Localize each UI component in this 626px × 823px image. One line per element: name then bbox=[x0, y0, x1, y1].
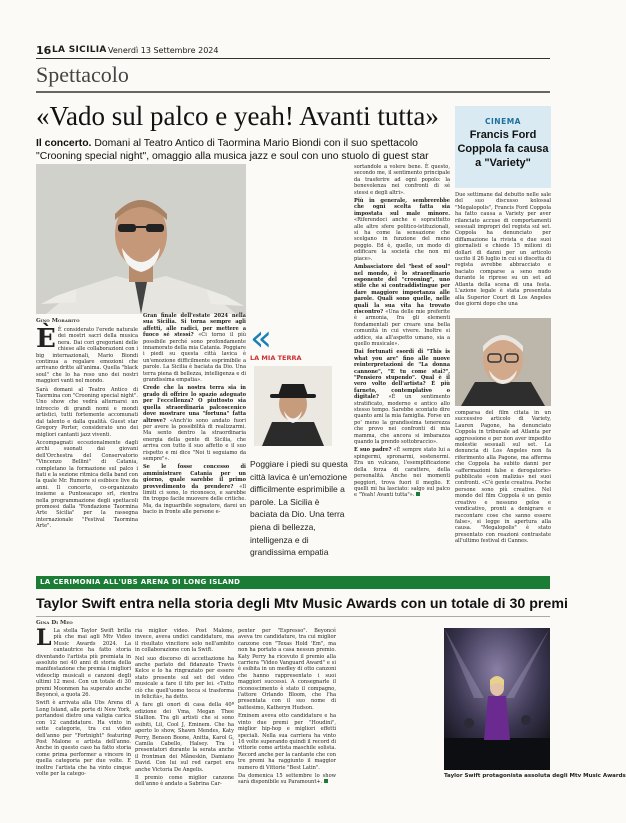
main-byline: Gino Morabito bbox=[36, 318, 80, 324]
photo-caption: Taylor Swift protagonista assoluta degli Mtv Music Awards bbox=[444, 773, 626, 779]
headline-rule bbox=[36, 616, 550, 617]
second-column-1 bbox=[36, 625, 131, 779]
paragraph: Da domenica 15 settembre lo show sarà disponibile su Paramount+. bbox=[238, 772, 336, 786]
portrait-illustration bbox=[254, 366, 332, 446]
interview-answer: sortandole a volere bene. È questo, secondo me, il sentimento principale da trasferire ad ogni popolo: la benevolenza nei confronti di sé stessi e degli altri». bbox=[354, 164, 450, 196]
paragraph: penter per "Espresso". Beyoncé aveva tre candidature, tra cui miglior canzone con "Texas Hold 'Em", ma non ha portato a casa nessun premio. Katy Perry ha ricevuto il premio alla carriera "Video Vanguard Award" e si è esibita in un medley di otto canzoni che hanno rappresentato i suoi maggiori successi. A consegnarle il riconoscimento è stato il compagno, l'attore Orlando Bloom, che l'ha presentata con il suo nome di battesimo, Katheryn Hudson. bbox=[238, 628, 336, 711]
paragraph: Eminem aveva otto candidature e ha vinto due premi per "Houdini", miglior hip-hop e migliori effetti speciali. Nella sua carriera ha vinto 16 volte superando quindi il record di vittorie come artista maschile solista. Record anche per la cantante che con tre premi ha raggiunto il maggior numero di Vittorie "Best Latin". bbox=[238, 713, 336, 771]
paragraph: È considerato l'erede naturale dei mostri sacri della musica nera. Dai cori gregoriani delle chiese alle collaborazioni con i big internazionali, Mario Biondi continua a regalare emozioni che arrivano dritte all'anima. Quella "black soul" che lo ha reso uno dei nostri maggiori vanti nel mondo. bbox=[36, 327, 138, 385]
sidebar-text-bottom: comparsa del film citata in un successivo articolo di Variety, Lauren Pagone, ha denunciato Coppola in tribunale ad Atlanta per aggressione e per non aver impedito molestie sessuali sul set. La denuncia di Los Angeles non fa riferimento alla Pagone, ma afferma che Coppola ha subito danni per «affermazioni false e derogatorie» pubblicate «con malizia» nei suoi confronti. «C'è gente creativa. Poche persone sono più creative. Nel mondo del film Coppola è un genio creativo e nessuno gelos e vendicativo, pronti a denigrare e raccontare cose che sanno essere false», si legge in apertura alla causa. "Megalopolis" è stato presentato con reazioni contrastate all'ultimo festival di Cannes. bbox=[455, 410, 551, 545]
biondi-portrait-photo bbox=[254, 366, 332, 446]
section-title: Spettacolo bbox=[36, 62, 129, 87]
band-label: LA CERIMONIA ALL'UBS ARENA DI LONG ISLAND bbox=[40, 578, 241, 586]
main-headline: «Vado sul palco e yeah! Avanti tutta» bbox=[36, 101, 439, 131]
paragraph: Il premio come miglior canzone dell'anno è andato a Sabrina Car- bbox=[135, 774, 234, 788]
paragraph: Sarà domani al Teatro Antico di Taormina con "Crooning special night". Uno show che vedrà alternarsi un intreccio di grandi nomi e mondi artistici, tutti fortemente accomunati dal talento e dalla qualità. Guest star Gregory Porter, considerato uno dei migliori cantanti jazz viventi. bbox=[36, 386, 138, 438]
newspaper-name: LA SICILIA bbox=[52, 45, 107, 55]
paragraph: ria miglior video. Post Malone, invece, aveva undici candidature, ma il risultato vincitore solo nell'ambito in collaborazione con la Swift. bbox=[135, 628, 234, 654]
interview-question: Se le fosse concesso di amministrare Catania per un giorno, quale sarebbe il primo provvedimento da prendere? bbox=[143, 464, 246, 490]
sidebar-kicker: CINEMA bbox=[485, 117, 521, 126]
paragraph: Nel suo discorso di accettazione ha anche parlato del fidanzato Travis Kelce e lo ha ringraziato per essere stato presente sul set del video musicale a fare il tifo per lei. «Tutto ciò che quell'uomo tocca si trasforma in felicità», ha detto. bbox=[135, 655, 234, 701]
main-column-2 bbox=[143, 313, 246, 518]
interview-question: Dai fortunati esordi di "This is what you are" fino alle nuove reinterpretazioni de "La donna cannone", "E tu come stai?", "Pensiero stupendo". Qual è il vero volto dell'artista? È più farneto, contemplativo o digitale? bbox=[354, 349, 450, 401]
interview-answer: «Anch'io sono andato fuori per avere la possibilità di realizzarmi. Ma sento dentro la straordinaria energia della gente di Sicilia, che arriva con tutto il suo affetto e il suo rispetto e mi dice "Noi ti seguiamo da sempre"». bbox=[143, 417, 247, 462]
interview-question: Gran finale dell'estate 2024 nella sua Sicilia. Si torna sempre agli affetti, alle radici, per mettere a fuoco sé stessi? bbox=[143, 313, 246, 339]
interview-answer: «Una delle mie preferite è armonia, fra gli elementi fondamentali per creare una bella comunità in cui vivere. Inoltre si addice, sia all'aspetto umano, sia a quello musicale». bbox=[354, 308, 451, 347]
second-byline: Gina Di Meo bbox=[36, 620, 73, 626]
main-column-3 bbox=[354, 164, 450, 501]
interview-question: Più in generale, sembrerebbe che ogni scelta fatta sia impostata sul male minore. bbox=[354, 198, 450, 217]
issue-date: Venerdì 13 Settembre 2024 bbox=[108, 46, 219, 55]
section-rule bbox=[36, 91, 550, 93]
pull-quote-text: Poggiare i piedi su questa città lavica è un'emozione difficilmente esprimibile a parole. La Sicilia è baciata da Dio. Una terra piena di bellezza, intelligenza e di grandissima empatia bbox=[250, 459, 348, 558]
drop-cap: L bbox=[36, 625, 52, 651]
quote-mark-icon: « bbox=[250, 318, 273, 359]
paragraph: Swift è arrivata alla Ubs Arena di Long Island, alle porte di New York, portandosi dietro una valigia carica con 12 candidature. Ha vinto in sette categorie, tra cui video dell'anno per "Fortnight" featuring Post Malone e artista dell'anno. Anche in questo caso ha fatto storia come prima performer a vincere in quella categoria per due volte. E inoltre l'artista che ha vinto cinque volte per la catego- bbox=[36, 700, 131, 777]
paragraph: A fare gli onori di casa della 40ª edizione dei Vma, Megan Thee Stallion. Tra gli artisti che si sono esibiti, Lil, Cool J, Eminem. Che ha aperto lo show, Shawn Mendes, Katy Perry, Benson Boone, Anitta, Karol G, Camila Cabello, Halsey. Tra i presentatori durante la serata anche il frontman dei Måneskin, Damiano David. Con lui sul red carpet era anche Victoria De Angelis. bbox=[135, 702, 234, 773]
coppola-illustration bbox=[455, 318, 551, 406]
paragraph: La stella Taylor Swift brilla più che mai agli Mtv Video Music Awards 2024. La cantautrice ha fatto storia diventando l'artista più premiata in assoluto nei 40 anni di storia della manifestazione che premia i migliori videoclip musicali e canzoni degli ultimi 12 mesi. Con un totale di 30 premi Moonmen ha superato anche Beyoncé, a quota 26. bbox=[36, 628, 131, 699]
sidebar-headline: Francis Ford Coppola fa causa a "Variety" bbox=[457, 129, 549, 169]
end-dot-icon bbox=[416, 492, 420, 496]
end-dot-icon bbox=[324, 779, 328, 783]
subtitle-text: Domani al Teatro Antico di Taormina Mario Biondi con il suo spettacolo "Crooning special night", omaggio alla musica jazz e soul con uno stuolo di guest star bbox=[36, 138, 429, 162]
header-rule bbox=[36, 58, 550, 59]
subtitle-lead: Il concerto. bbox=[36, 138, 92, 149]
main-subheadline bbox=[36, 137, 450, 163]
sidebar-text-top: Due settimane dal debutto nelle sale del suo discusso kolossal "Megalopolis", Francis Ford Coppola ha fatto causa a Variety per aver rilanciato accuse di comportamenti sessuali impropri del regista sul set. Coppola ha denunciato per diffamazione la rivista e due suoi giornalisti e chiede 15 milioni di dollari di danni per un articolo uscito il 26 luglio in cui si discetta di regista avrebbe abbracciato e baciato comparse a seno nudo durante le riprese su un set ad Atlanta della scena di una festa. L'azione legale è stata presentata alla Superior Court di Los Angeles due giorni dopo che una bbox=[455, 192, 551, 307]
interview-answer: «Il limiti ci sono, lo riconosco, e sarebbe fin troppo facile muovere delle critiche. Ma, da inguaribile sognatore, darei un bacio in fronte alle persone e- bbox=[143, 483, 246, 516]
page-number: 16 bbox=[36, 44, 52, 57]
paragraph: Accompagnati eccezionalmente dagli archi suonati dai giovani dell'Orchestra del Conservatorio "Vincenzo Bellini" di Catania, completano la formazione sul palco i fiati e la sezione ritmica della band con la quale Mr. Rumore si esibisce live da anni. Il concerto, co-organizzato insieme a Puntoeacapo srl, rientra nella programmazione degli spettacoli promossi dalla "Fondazione Taormina Arte Sicilia" per la rassegna internazionale "Festival Taormina Arte". bbox=[36, 439, 138, 530]
interview-answer: «Riferendoci anche e soprattutto alle altre sfere politico-istituzionali, si ha come la sensazione che scelgano in funzione del meno peggio. Ed è, quello, un modo di edificare la società che non mi piace». bbox=[354, 217, 450, 262]
main-column-1 bbox=[36, 324, 138, 532]
pull-quote-label: LA MIA TERRA bbox=[250, 354, 302, 362]
interview-question: Ambasciatore del "best of soul" nel mondo, è lo straordinario esponente del "crooning", uno stile che si contraddistingue per dare maggiore importanza alle parole. Quali sono quelle, nelle quali la sua vita ha trovato riscontro? bbox=[354, 264, 450, 315]
mario-biondi-photo bbox=[36, 164, 246, 314]
taylor-swift-photo bbox=[444, 628, 550, 770]
interview-answer: «È un sentimento stratificato, moderno e antico allo stesso tempo. Sarebbe scontato dire quanto ami la mia famiglia. Forse un po' meno la grandissima tenerezza che provo nei confronti di mia mamma, che ancora si imbarazza quando la prendo sottobraccio». bbox=[354, 394, 450, 446]
second-column-2 bbox=[135, 628, 234, 790]
second-headline: Taylor Swift entra nella storia degli Mtv Music Awards con un totale di 30 premi bbox=[36, 596, 568, 612]
stage-illustration bbox=[444, 628, 550, 770]
interview-question: E suo padre? bbox=[354, 447, 392, 454]
interview-answer: «È sempre stato lui a spingermi, spronarmi, sostenermi. Era un vulcano, l'esemplificazione della forza di carattere, della personalità. Anche nei momenti peggiori, trova fuori il meglio. E quelli mi ha lasciato: salgo sul palco e "Yeah! Avanti tutta"». bbox=[354, 447, 450, 499]
drop-cap: È bbox=[36, 324, 56, 354]
interview-answer: «Ci torno il più possibile perché sono profondamente innamorato della mia Catania. Poggiare i piedi su questa città lavica è un'emozione difficilmente esprimibile a parole. La Sicilia è baciata da Dio. Una terra piena di bellezza, intelligenza e di grandissima empatia». bbox=[143, 332, 246, 384]
second-column-3 bbox=[238, 628, 336, 788]
coppola-photo bbox=[455, 318, 551, 406]
singer-illustration bbox=[36, 164, 246, 314]
interview-question: Crede che la nostra terra sia in grado di offrire lo spazio adeguato per l'eccellenza? O piuttosto sia quella straordinaria palcoscenico dove mostrare una "fortuna" fatta altrove? bbox=[143, 385, 246, 424]
